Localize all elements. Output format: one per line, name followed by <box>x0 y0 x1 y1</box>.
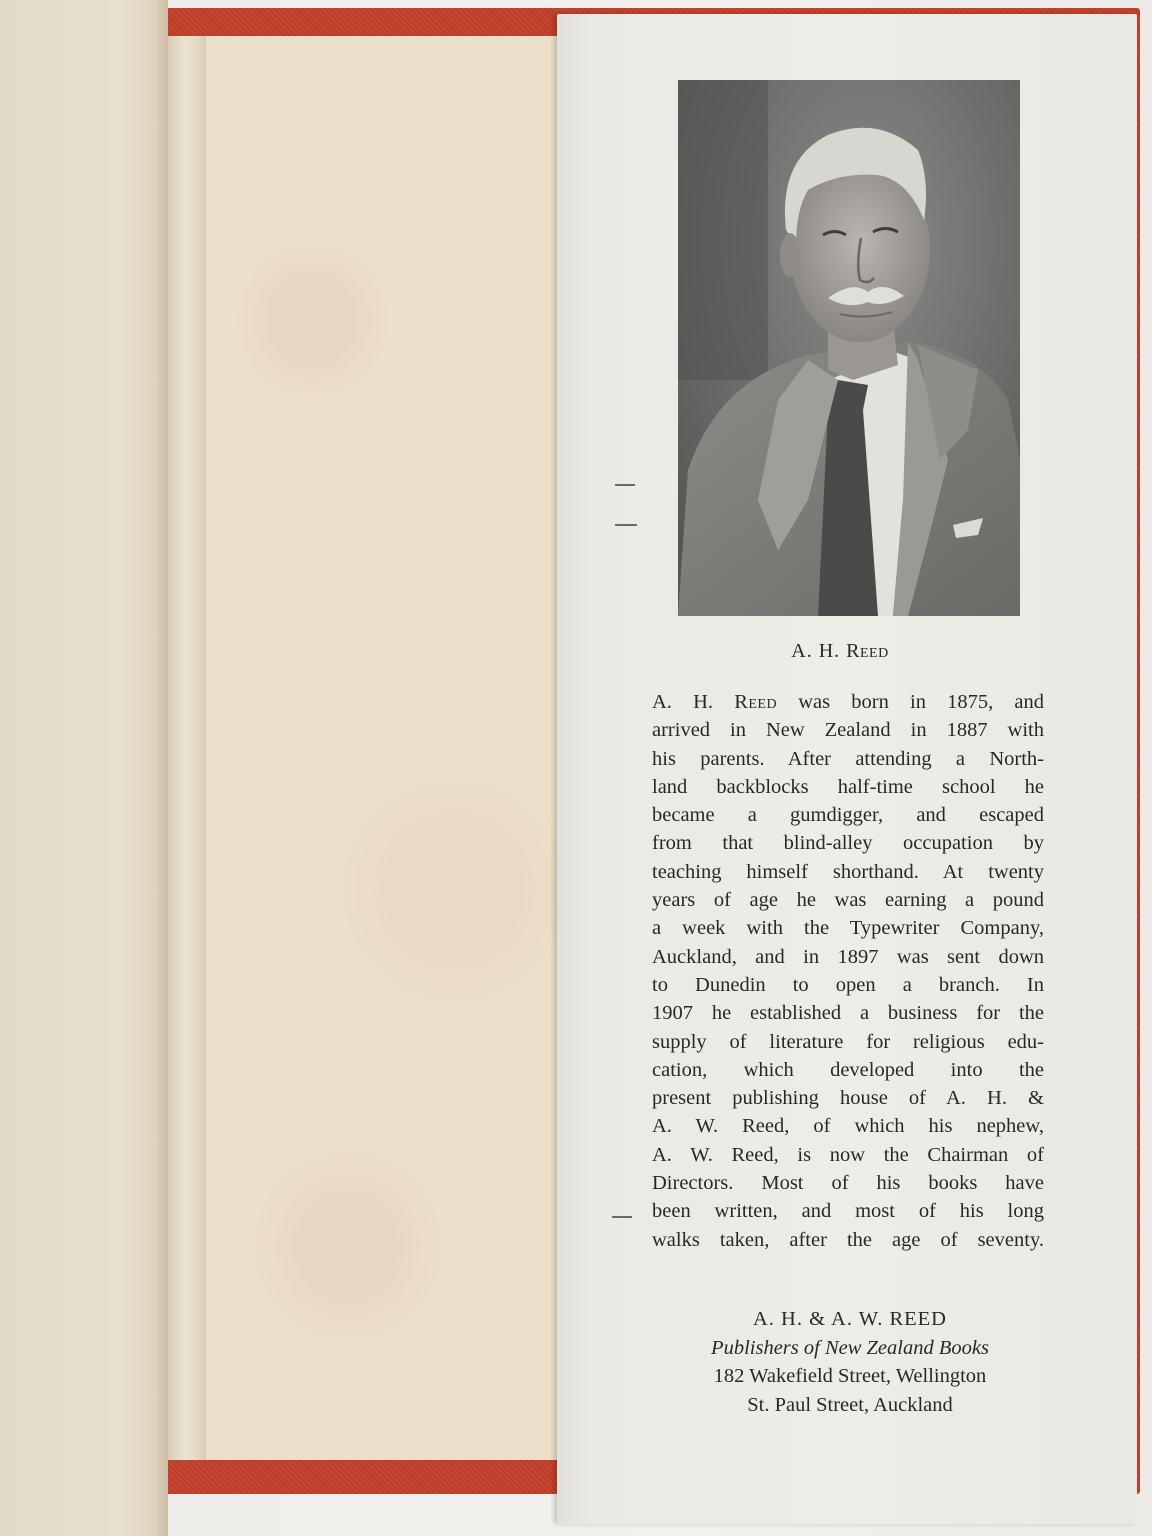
paper-mark <box>615 524 637 526</box>
bio-surname: Reed <box>734 691 778 713</box>
bio-line: from that blind-alley occupation by <box>652 832 1044 855</box>
bio-line: land backblocks half-time school he <box>652 775 1044 798</box>
bio-line-text: was born in 1875, and <box>777 691 1044 713</box>
bio-line: supply of literature for religious edu- <box>652 1030 1044 1053</box>
publisher-imprint <box>640 1305 1060 1419</box>
bio-line: walks taken, after the age of seventy. <box>652 1228 1044 1251</box>
bio-line: teaching himself shorthand. At twenty <box>652 860 1044 883</box>
bio-line: his parents. After attending a North- <box>652 747 1044 770</box>
bio-line <box>652 688 1044 716</box>
bio-line: A. W. Reed, is now the Chairman of <box>652 1143 1044 1166</box>
bio-line: Auckland, and in 1897 was sent down <box>652 945 1044 968</box>
publisher-tagline: Publishers of New Zealand Books <box>711 1336 989 1359</box>
bio-line: 1907 he established a business for the <box>652 1002 1044 1025</box>
publisher-address-wellington: 182 Wakefield Street, Wellington <box>713 1365 987 1387</box>
publisher-name: A. H. & A. W. REED <box>753 1308 947 1330</box>
bio-line: been written, and most of his long <box>652 1200 1044 1223</box>
bio-line: to Dunedin to open a branch. In <box>652 973 1044 996</box>
portrait-caption <box>640 640 1040 663</box>
portrait-illustration <box>678 80 1020 616</box>
bio-line: a week with the Typewriter Company, <box>652 917 1044 940</box>
caption-surname: Reed <box>846 640 889 662</box>
left-free-endpaper <box>0 0 168 1536</box>
caption-initials: A. H. <box>791 640 847 662</box>
author-portrait-photo <box>678 80 1020 616</box>
book-gutter <box>168 36 208 1460</box>
author-biography <box>652 688 1044 1254</box>
pasted-endpaper <box>206 36 560 1460</box>
paper-mark <box>612 1216 632 1218</box>
bio-line: Directors. Most of his books have <box>652 1172 1044 1195</box>
bio-line: cation, which developed into the <box>652 1058 1044 1081</box>
bio-line: A. W. Reed, of which his nephew, <box>652 1115 1044 1138</box>
bio-line: arrived in New Zealand in 1887 with <box>652 719 1044 742</box>
bio-line: became a gumdigger, and escaped <box>652 804 1044 827</box>
bio-line: years of age he was earning a pound <box>652 889 1044 912</box>
publisher-address-auckland: St. Paul Street, Auckland <box>747 1393 953 1416</box>
paper-mark <box>615 484 635 486</box>
bio-initials: A. H. <box>652 691 735 713</box>
bio-line: present publishing house of A. H. & <box>652 1087 1044 1110</box>
